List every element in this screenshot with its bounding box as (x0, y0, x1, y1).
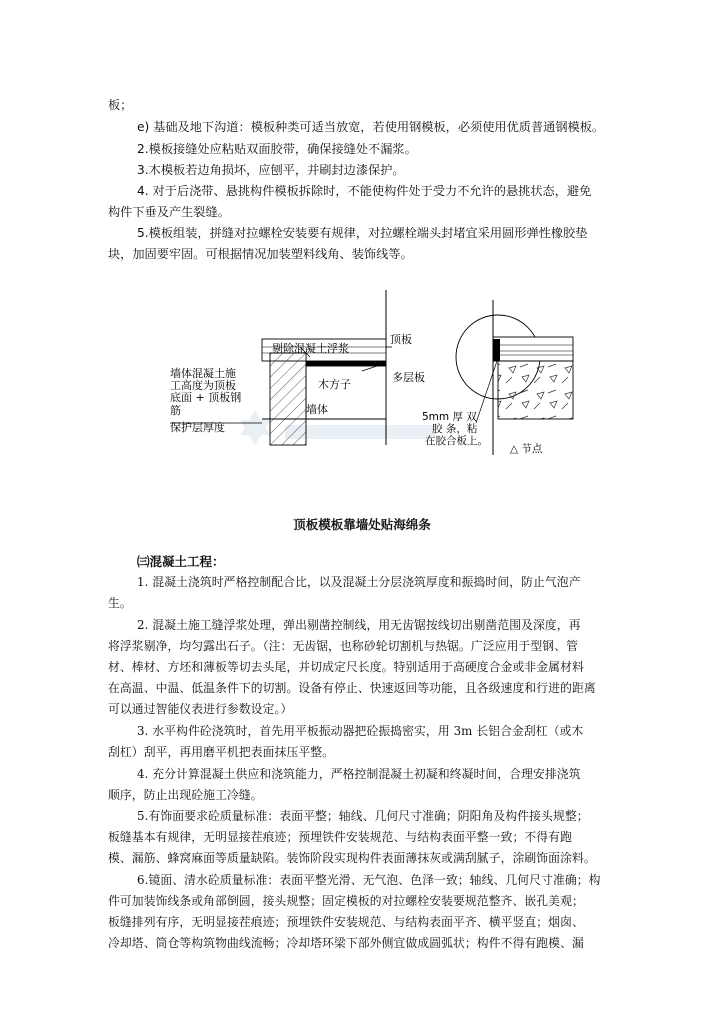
text-line: 4. 对于后浇带、悬挑构件模板拆除时，不能使构件处于受力不允许的悬挑状态，避免 (137, 184, 592, 198)
text-line: 构件下垂及产生裂缝。 (108, 205, 230, 219)
label-chisel: 剔除混凝土浮浆 (272, 342, 349, 355)
label-wall-height: 底面 + 顶板钢 (170, 391, 242, 404)
text-line: 块，加固要牢固。可根据情况加装塑料线角、装饰线等。 (108, 247, 413, 261)
label-plywood: 多层板 (392, 371, 425, 384)
text-line: 可以通过智能仪表进行参数设定。） (108, 702, 293, 716)
text-line: 1. 混凝土浇筑时严格控制配合比，以及混凝土分层浇筑厚度和振捣时间，防止气泡产 (137, 575, 581, 589)
text-line: 2.模板接缝处应粘贴双面胶带，确保接缝处不漏浆。 (137, 142, 417, 156)
label-top-plate: 顶板 (390, 333, 412, 346)
label-wall-height: 墙体混凝土施 (170, 367, 236, 380)
label-foam: 胶 条，粘 (432, 423, 478, 435)
text-line: 3.木模板若边角损坏，应刨平，并刷封边漆保护。 (137, 163, 405, 177)
text-line: 3. 水平构件砼浇筑时，首先用平板振动器把砼振捣密实，用 3m 长铝合金刮杠（或木 (137, 724, 584, 738)
label-wall-height: 工高度为顶板 (170, 379, 236, 392)
text-line: 板； (108, 98, 133, 112)
text-line: 5.有饰面要求砼质量标准：表面平整；轴线、几何尺寸准确；阴阳角及构件接头规整； (137, 809, 589, 823)
text-line: 将浮浆剔净，均匀露出石子。（注：无齿锯，也称砂轮切割机与热锯。广泛应用于型钢、管 (108, 639, 578, 653)
text-line: 顺序，防止出现砼施工冷缝。 (108, 788, 263, 802)
text-line: 件可加装饰线条或角部倒圆，接头规整；固定模板的对拉螺栓安装要规范整齐、嵌孔美观； (108, 894, 584, 908)
text-line: e) 基础及地下沟道：模板种类可适当放宽，若使用钢模板，必须使用优质普通钢模板。 (137, 120, 605, 134)
label-wall: 墙体 (306, 403, 328, 416)
figure-caption: 顶板模板靠墙处贴海绵条 (293, 517, 431, 532)
label-wall-height: 筋 (170, 404, 181, 417)
label-timber: 木方子 (318, 378, 351, 391)
text-line: 材、棒材、方坯和薄板等切去头尾，并切成定尺长度。特别适用于高硬度合金或非金属材料 (108, 660, 584, 674)
left-detail (170, 290, 425, 445)
section-title: ㈢混凝土工程： (137, 554, 225, 569)
text-line: 模、漏筋、蜂窝麻面等质量缺陷。装饰阶段实现构件表面薄抹灰或满刮腻子，涂刷饰面涂料。 (108, 851, 596, 865)
text-line: 板缝排列有序，无明显接茬痕迹；预埋铁件安装规范、与结构表面平齐、横平竖直；烟囱、 (108, 915, 584, 929)
label-foam: 在胶合板上。 (425, 435, 488, 447)
label-node: △ 节点 (510, 443, 543, 455)
label-wall-height: 保护层厚度 (170, 421, 225, 434)
formwork-diagram (0, 285, 724, 485)
text-line: 板缝基本有规律，无明显接茬痕迹；预埋铁件安装规范、与结构表面平整一致；不得有跑 (108, 830, 572, 844)
label-foam: 5mm 厚 双 (422, 411, 477, 423)
text-line: 刮杠）刮平，再用磨平机把表面抹压平整。 (108, 745, 335, 759)
text-line: 6.镜面、清水砼质量标准：表面平整光滑、无气泡、色泽一致；轴线、几何尺寸准确；构 (137, 873, 601, 887)
text-line: 5.模板组装，拼缝对拉螺栓安装要有规律，对拉螺栓端头封堵宜采用圆形弹性橡胶垫 (137, 226, 588, 240)
right-detail (422, 300, 573, 455)
text-line: 在高温、中温、低温条件下的切割。设备有停止、快速返回等功能，且各级速度和行进的距离 (108, 681, 596, 695)
text-line: 冷却塔、筒仓等构筑物曲线流畅；冷却塔环梁下部外侧宜做成圆弧状；构件不得有跑模、漏 (108, 936, 584, 950)
text-line: 生。 (108, 596, 132, 610)
text-line: 4. 充分计算混凝土供应和浇筑能力，严格控制混凝土初凝和终凝时间，合理安排浇筑 (137, 767, 581, 781)
text-line: 2. 混凝土施工缝浮浆处理，弹出剔凿控制线，用无齿锯按线切出剔凿范围及深度，再 (137, 618, 581, 632)
